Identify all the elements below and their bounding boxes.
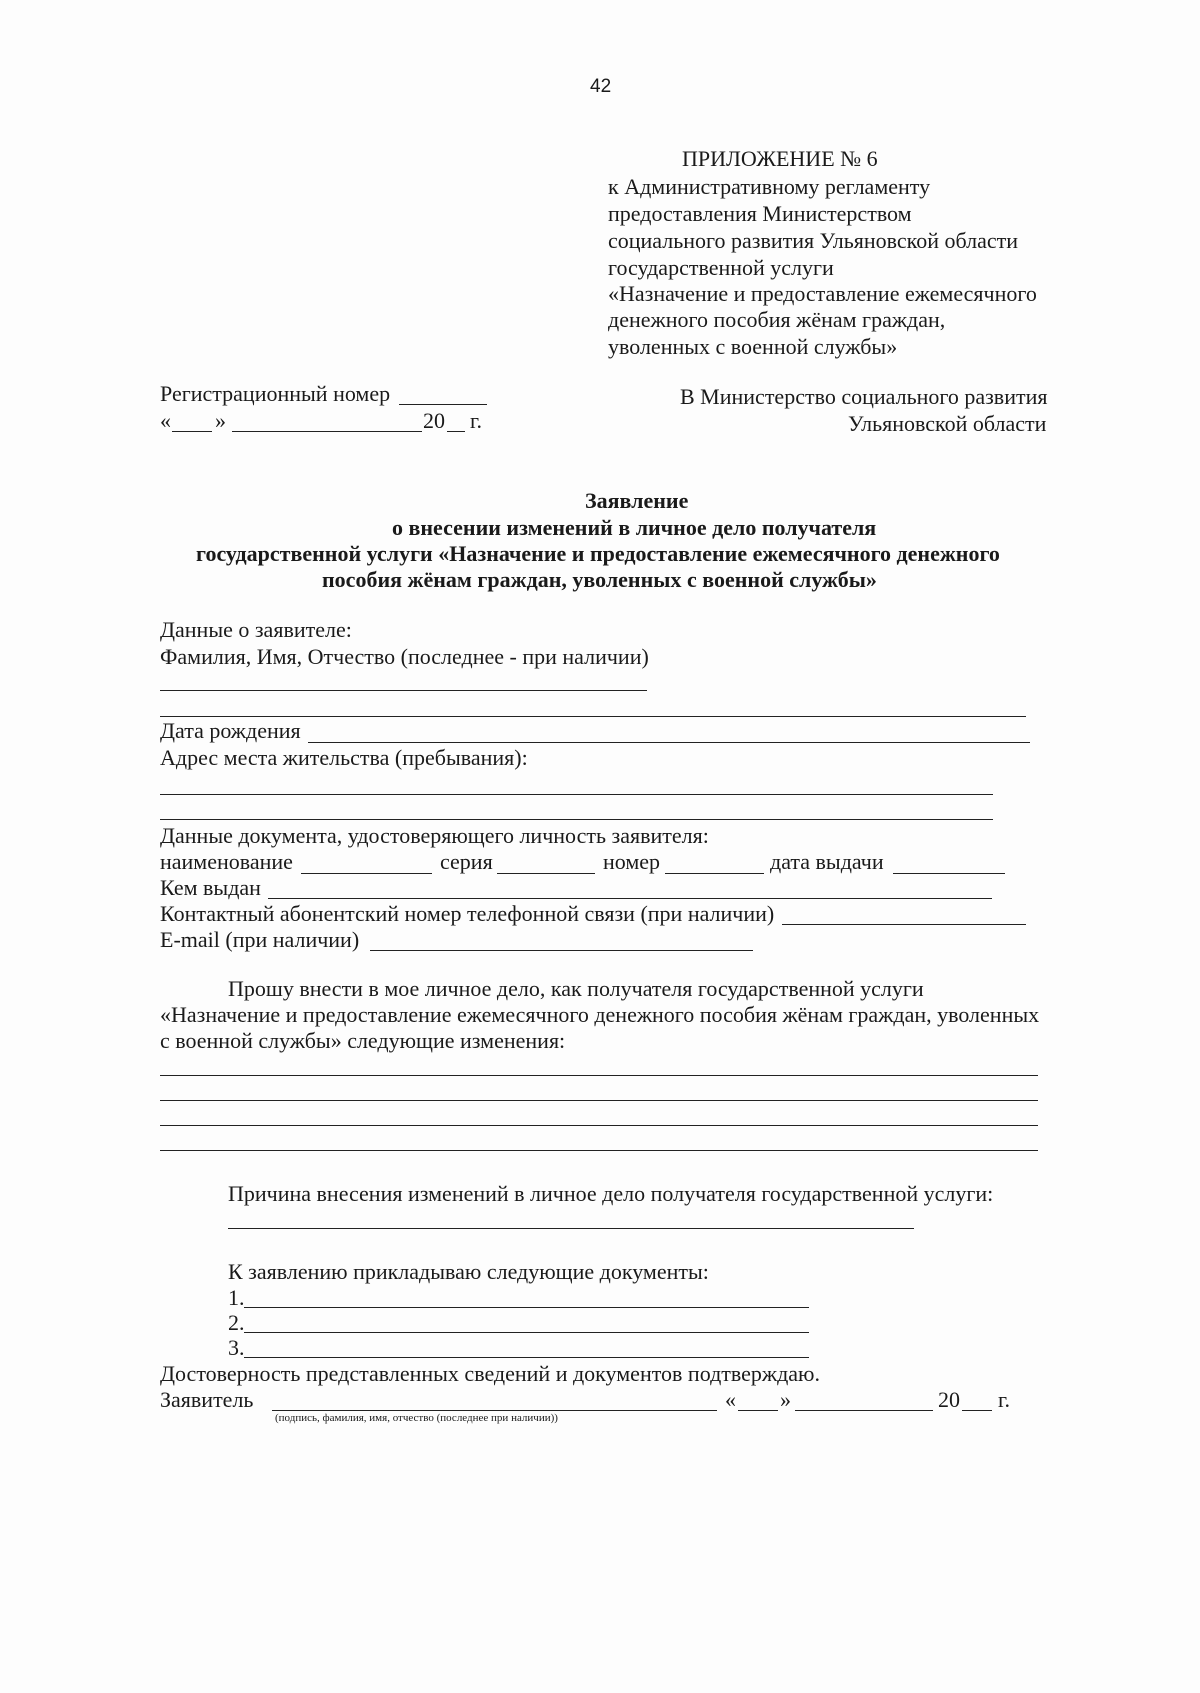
date-close-quote: » — [215, 408, 226, 433]
attachment-number: 2. — [228, 1310, 245, 1335]
appendix-title: ПРИЛОЖЕНИЕ № 6 — [682, 146, 878, 171]
doc-series-field[interactable] — [497, 873, 595, 874]
registration-month-field[interactable] — [232, 431, 422, 432]
email-label: E-mail (при наличии) — [160, 927, 360, 952]
applicant-label: Заявитель — [160, 1387, 254, 1412]
fio-label: Фамилия, Имя, Отчество (последнее - при наличии) — [160, 644, 649, 669]
doc-number-label: номер — [603, 849, 661, 874]
address-field-line1[interactable] — [160, 794, 993, 795]
birthdate-field[interactable] — [308, 742, 1030, 743]
appendix-line: предоставления Министерством — [608, 201, 912, 226]
doc-name-field[interactable] — [301, 873, 432, 874]
attachment-number: 1. — [228, 1285, 245, 1310]
attachment-field-3[interactable] — [244, 1357, 809, 1358]
attachments-label: К заявлению прикладываю следующие документы: — [228, 1259, 709, 1284]
registration-number-field[interactable] — [399, 404, 487, 405]
sig-year-suffix: г. — [998, 1387, 1011, 1412]
page-number: 42 — [590, 76, 612, 97]
reason-field[interactable] — [228, 1228, 914, 1229]
doc-series-label: серия — [440, 849, 493, 874]
address-label: Адрес места жительства (пребывания): — [160, 745, 528, 770]
heading-line: государственной услуги «Назначение и предоставление ежемесячного денежного — [196, 541, 1000, 566]
request-line: «Назначение и предоставление ежемесячного денежного пособия жёнам граждан, уволенных — [160, 1002, 1040, 1027]
attachment-field-1[interactable] — [244, 1307, 809, 1308]
doc-number-field[interactable] — [665, 873, 764, 874]
birthdate-label: Дата рождения — [160, 718, 301, 743]
attachment-field-2[interactable] — [244, 1332, 809, 1333]
appendix-line: государственной услуги — [608, 255, 834, 280]
appendix-line: денежного пособия жёнам граждан, — [608, 307, 946, 332]
request-line: с военной службы» следующие изменения: — [160, 1028, 566, 1053]
year-prefix: 20 — [423, 408, 445, 433]
registration-day-field[interactable] — [172, 431, 212, 432]
address-field-line2[interactable] — [160, 819, 993, 820]
appendix-line: уволенных с военной службы» — [608, 334, 898, 359]
sig-date-close-quote: » — [780, 1387, 791, 1412]
sig-date-open-quote: « — [725, 1387, 736, 1412]
phone-field[interactable] — [782, 924, 1026, 925]
signature-caption: (подпись, фамилия, имя, отчество (последнее при наличии)) — [275, 1412, 558, 1424]
applicant-section-label: Данные о заявителе: — [160, 617, 352, 642]
appendix-line: социального развития Ульяновской области — [608, 228, 1019, 253]
appendix-line: «Назначение и предоставление ежемесячного — [608, 281, 1037, 306]
doc-issue-date-label: дата выдачи — [770, 849, 884, 874]
changes-field-line1[interactable] — [160, 1075, 1038, 1076]
changes-field-line3[interactable] — [160, 1125, 1038, 1126]
signature-month-field[interactable] — [795, 1410, 933, 1411]
signature-year-field[interactable] — [962, 1410, 992, 1411]
issued-by-field[interactable] — [268, 898, 992, 899]
changes-field-line4[interactable] — [160, 1150, 1038, 1151]
confirmation-text: Достоверность представленных сведений и документов подтверждаю. — [160, 1361, 820, 1386]
reason-label: Причина внесения изменений в личное дело получателя государственной услуги: — [228, 1181, 994, 1206]
date-open-quote: « — [160, 408, 171, 433]
registration-number-label: Регистрационный номер — [160, 381, 391, 406]
addressee-line1: В Министерство социального развития — [680, 384, 1048, 409]
signature-field[interactable] — [272, 1410, 717, 1411]
sig-year-prefix: 20 — [938, 1387, 960, 1412]
request-line: Прошу внести в мое личное дело, как получателя государственной услуги — [228, 976, 924, 1001]
registration-year-field[interactable] — [447, 431, 465, 432]
fio-field-line1[interactable] — [160, 690, 647, 691]
doc-name-label: наименование — [160, 849, 293, 874]
heading-title: Заявление — [585, 488, 689, 513]
signature-day-field[interactable] — [738, 1410, 778, 1411]
issued-by-label: Кем выдан — [160, 875, 261, 900]
heading-line: пособия жёнам граждан, уволенных с военной службы» — [322, 567, 877, 592]
addressee-line2: Ульяновской области — [848, 411, 1047, 436]
heading-line: о внесении изменений в личное дело получателя — [392, 515, 877, 540]
attachment-number: 3. — [228, 1335, 245, 1360]
changes-field-line2[interactable] — [160, 1100, 1038, 1101]
id-document-label: Данные документа, удостоверяющего личность заявителя: — [160, 823, 709, 848]
year-suffix: г. — [470, 408, 483, 433]
doc-issue-date-field[interactable] — [893, 873, 1005, 874]
phone-label: Контактный абонентский номер телефонной связи (при наличии) — [160, 901, 775, 926]
email-field[interactable] — [370, 950, 753, 951]
appendix-line: к Административному регламенту — [608, 174, 931, 199]
